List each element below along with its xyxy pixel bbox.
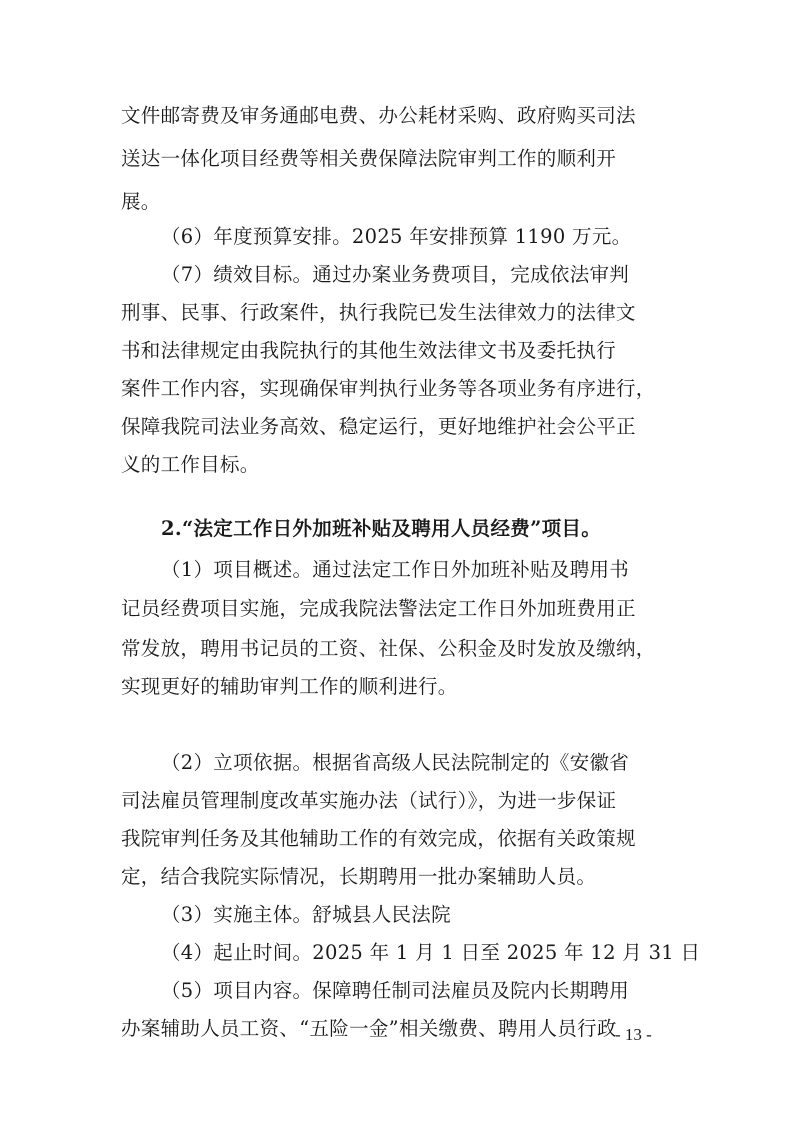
text-line-14: 常发放，聘用书记员的工资、社保、公积金及时发放及缴纳， <box>121 637 656 660</box>
text-line-10: 义的工作目标。 <box>121 453 260 476</box>
text-line-17: 司法雇员管理制度改革实施办法（试行）》，为进一步保证 <box>121 789 617 812</box>
text-line-19: 定，结合我院实际情况，长期聘用一批办案辅助人员。 <box>121 865 597 888</box>
text-line-18: 我院审判任务及其他辅助工作的有效完成，依据有关政策规 <box>121 827 636 850</box>
text-line-3: 展。 <box>121 190 161 213</box>
text-line-12: （1）项目概述。通过法定工作日外加班补贴及聘用书 <box>161 558 630 581</box>
text-line-6: 刑事、民事、行政案件，执行我院已发生法律效力的法律文 <box>121 301 636 324</box>
text-line-21: （4）起止时间。2025 年 1 月 1 日至 2025 年 12 月 31 日 <box>161 941 701 964</box>
text-line-1: 文件邮寄费及审务通邮电费、办公耗材采购、政府购买司法 <box>121 104 636 127</box>
text-line-13: 记员经费项目实施，完成我院法警法定工作日外加班费用正 <box>121 597 636 620</box>
text-line-20: （3）实施主体。舒城县人民法院 <box>161 903 451 926</box>
text-line-5: （7）绩效目标。通过办案业务费项目，完成依法审判 <box>161 263 630 286</box>
text-line-4: （6）年度预算安排。2025 年安排预算 1190 万元。 <box>161 225 632 248</box>
text-line-16: （2）立项依据。根据省高级人民法院制定的《安徽省 <box>161 751 630 774</box>
text-line-2: 送达一体化项目经费等相关费保障法院审判工作的顺利开 <box>121 147 617 170</box>
section-heading-2: 2.“法定工作日外加班补贴及聘用人员经费”项目。 <box>161 517 601 540</box>
text-line-15: 实现更好的辅助审判工作的顺利进行。 <box>121 675 458 698</box>
text-line-7: 书和法律规定由我院执行的其他生效法律文书及委托执行 <box>121 339 617 362</box>
page-number: - 13 - <box>615 1025 652 1044</box>
text-line-22: （5）项目内容。保障聘任制司法雇员及院内长期聘用 <box>161 979 630 1002</box>
text-line-23: 办案辅助人员工资、“五险一金”相关缴费、聘用人员行政 <box>121 1017 617 1040</box>
text-line-9: 保障我院司法业务高效、稳定运行，更好地维护社会公平正 <box>121 415 636 438</box>
text-line-8: 案件工作内容，实现确保审判执行业务等各项业务有序进行， <box>121 377 656 400</box>
